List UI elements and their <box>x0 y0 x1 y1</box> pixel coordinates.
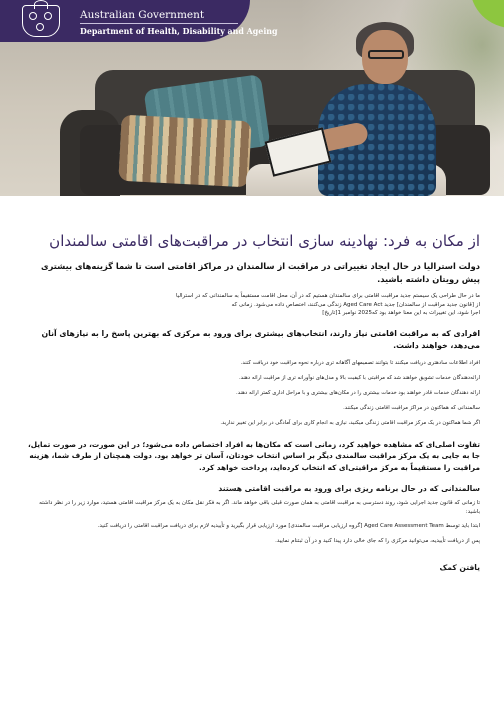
section-heading-choice: افرادی که به مراقبت اقامتی نیاز دارند، انتخاب‌های بیشتری برای ورود به مرکزی که بهترین پاسخ را به نیازهای آنان می‌دهد، خواهند داشت. <box>41 328 480 350</box>
section-heading-planning: سالمندانی که در حال برنامه ریزی برای ورود به مراقبت اقامتی هستند <box>218 484 480 494</box>
department-name: Department of Health, Disability and Ageing <box>80 27 278 36</box>
list-item: اگر شما هماکنون در یک مرکز مراقبت اقامتی زندگی میکنید، نیازی به انجام کاری برای آمادگی در برابر این تغییر ندارید. <box>220 419 480 426</box>
intro-paragraph: دولت استرالیا در حال ایجاد تغییراتی در مراقبت از سالمندان در مراکز اقامتی است تا شما گزینه‌های بیشتری پیش رویتان داشته باشید. <box>40 261 480 284</box>
paragraph-aged-care-act <box>24 292 480 318</box>
assessment-paragraph: ابتدا باید توسط Aged Care Assessment Team [گروه ارزیابی مراقبت سالمندی] مورد ارزیابی قرار بگیرید و تأییدیه لازم برای دریافت مراقبت اقامتی را دریافت کنید. <box>97 523 480 530</box>
page-title: از مکان به فرد: نهادینه سازی انتخاب در مراقبت‌های اقامتی سالمندان <box>49 232 480 250</box>
section-heading-help: یافتن کمک <box>439 562 480 572</box>
planning-paragraph: تا زمانی که قانون جدید اجرایی شود، روند دسترسی به مراقبت اقامتی به همان صورت قبلی باقی خواهد ماند. اگر به فکر نقل مکان به یک مرکز مراقبت اقامتی هستید، موارد زیر را در نظر داشته باشید: <box>39 500 480 515</box>
document-body <box>24 206 480 572</box>
hero-glasses <box>368 50 404 59</box>
hero-cushion-striped <box>118 115 251 188</box>
paragraph-line: از [قانون جدید مراقبت از سالمندان] جدید Aged Care Act زندگی می‌کنند، اختصاص داده می‌شود. زمانی که <box>231 301 480 308</box>
crest-emblem-left <box>29 12 37 20</box>
list-item: سالمندانی که هماکنون در مراکز مراقبت اقامتی زندگی میکنند. <box>343 404 480 411</box>
crest-emblem-center <box>36 23 44 31</box>
approval-paragraph: پس از دریافت تأییدیه، می‌توانید مرکزی را که جای خالی دارد پیدا کنید و در آن ثبتنام نمایید. <box>275 538 480 545</box>
paragraph-line: اجرا شود، این تغییرات به این معنا خواهد بود که2025 نوامبر 1[تاریخ] <box>322 310 480 317</box>
government-banner <box>0 0 278 42</box>
list-item: افراد اطلاعات سادهتری دریافت میکنند تا بتوانند تصمیمهای آگاهانه تری درباره نحوه مراقبت خود دریافت کنند. <box>240 359 480 366</box>
banner-divider <box>80 23 238 24</box>
coat-of-arms-icon <box>22 5 60 37</box>
crest-emblem-right <box>44 12 52 20</box>
paragraph-line: ما در حال طراحی یک سیستم جدید مراقبت اقامتی برای سالمندان هستیم که در آن، محل اقامت مستقیماً به سالمندانی که در استرالیا <box>175 293 480 299</box>
government-name: Australian Government <box>80 9 205 21</box>
list-item: ارائه دهندگان خدمات قادر خواهند بود خدمات بیشتری را در مکان‌های بیشتری و با مراحل اداری کمتر ارائه دهند. <box>236 389 480 396</box>
list-item: ارائه‌دهندگان خدمات تشویق خواهند شد که مراقبتی با کیفیت بالا و مدل‌های نوآورانه تری از مراقبت ارائه دهند. <box>238 374 480 381</box>
key-difference-paragraph: تفاوت اصلی‌ای که مشاهده خواهید کرد، زمانی است که مکان‌ها به افراد اختصاص داده می‌شود؛ در این صورت، در صورت تمایل، جا به جایی به یک مرکز مراقبت سالمندی دیگر بر اساس انتخاب خودتان، آسان تر خواهد بود. دولت همچنان از طرف شما، هزینه مراقبت را مستقیماً به مرکز مراقبتی‌ای که انتخاب کرده‌اید، پرداخت خواهد کرد. <box>27 439 480 472</box>
